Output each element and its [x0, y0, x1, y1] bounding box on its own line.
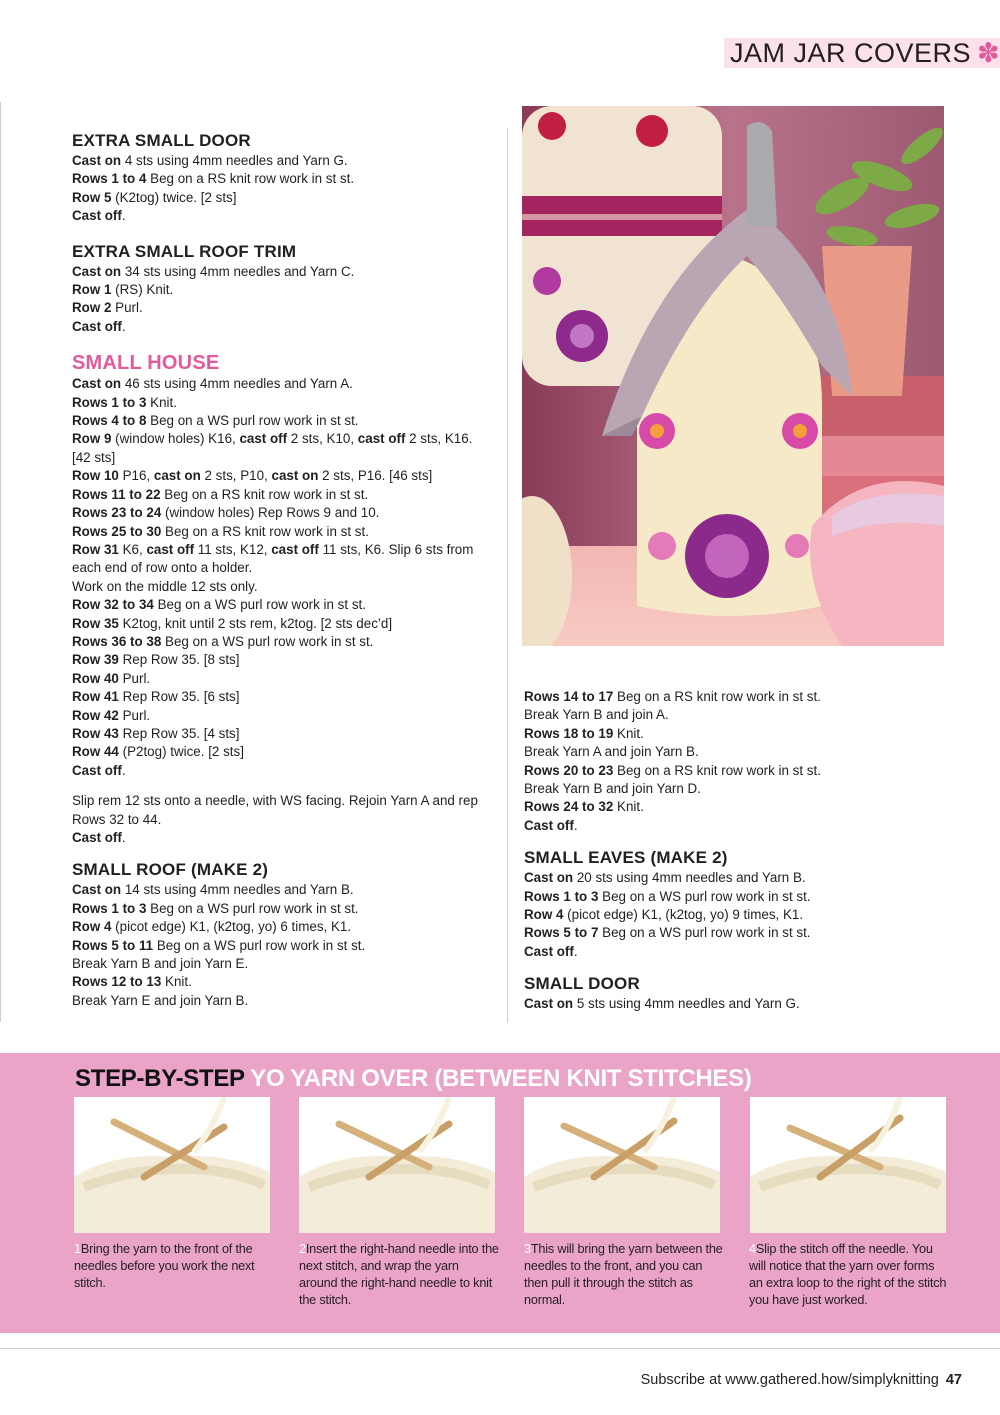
- pattern-term: Rows 14 to 17: [524, 689, 614, 704]
- step-text: Bring the yarn to the front of the needles before you work the next stitch.: [74, 1242, 255, 1290]
- pattern-line: [72, 743, 497, 761]
- pattern-term: Row 42: [72, 707, 119, 723]
- pattern-term: Cast off: [524, 943, 574, 959]
- pattern-term: Rows 36 to 38: [72, 633, 162, 649]
- pattern-line: [72, 263, 497, 281]
- pattern-line: [72, 688, 497, 706]
- pattern-line: [72, 449, 497, 467]
- pattern-lines: [72, 263, 497, 337]
- pattern-text: [42 sts]: [72, 449, 116, 465]
- left-column: [72, 130, 497, 1010]
- pattern-term: Rows 4 to 8: [72, 413, 147, 429]
- pattern-line: [72, 829, 497, 847]
- pattern-line: [72, 937, 497, 955]
- pattern-text: Beg on a WS purl row work in st st.: [153, 937, 366, 953]
- pattern-text: K2tog, knit until 2 sts rem, k2tog. [2 sts dec’d]: [118, 615, 393, 631]
- pattern-text: Break Yarn A and join Yarn B.: [524, 744, 699, 760]
- pattern-term: Rows 1 to 3: [72, 900, 147, 916]
- section-heading: SMALL ROOF (MAKE 2): [72, 860, 269, 880]
- pattern-line: [72, 394, 497, 412]
- pattern-line: [524, 688, 944, 706]
- pattern-term: Cast on: [72, 153, 122, 168]
- pattern-text: (K2tog) twice. [2 sts]: [111, 189, 237, 205]
- pattern-term: cast off: [271, 541, 319, 557]
- pattern-text: (P2tog) twice. [2 sts]: [118, 744, 244, 760]
- pattern-term: Cast off: [72, 762, 122, 778]
- pattern-line: [72, 541, 497, 559]
- pattern-term: Rows 5 to 7: [524, 925, 599, 941]
- pattern-lines: [72, 375, 497, 780]
- section-heading: EXTRA SMALL ROOF TRIM: [72, 241, 297, 261]
- pattern-text: K6,: [118, 541, 147, 557]
- pattern-term: Cast off: [72, 208, 122, 224]
- pattern-text: P16,: [118, 468, 154, 484]
- pattern-term: cast off: [357, 431, 406, 447]
- section-heading: SMALL DOOR: [524, 974, 640, 994]
- pattern-text: (window holes) K16,: [111, 431, 240, 447]
- pattern-term: Rows 5 to 11: [72, 937, 154, 953]
- pattern-lines: [524, 688, 944, 835]
- pattern-text: 11 sts, K6. Slip 6 sts from: [318, 541, 474, 557]
- pattern-term: Cast on: [72, 376, 122, 392]
- pattern-term: Row 44: [72, 744, 119, 760]
- jam-jar-house-photo: [522, 106, 944, 646]
- pattern-term: Cast on: [72, 263, 122, 279]
- flower-icon: ✽: [977, 38, 1000, 68]
- pattern-term: Row 31: [72, 541, 119, 557]
- pattern-line: [72, 559, 497, 577]
- pattern-line: [72, 992, 497, 1010]
- pattern-text: 2 sts, P16. [46 sts]: [318, 468, 433, 484]
- pattern-term: Row 10: [72, 468, 119, 484]
- pattern-line: [72, 955, 497, 973]
- pattern-text: Beg on a WS purl row work in st st.: [598, 888, 811, 904]
- pattern-line: [72, 651, 497, 669]
- pattern-line: [524, 780, 944, 798]
- sbs-title-dark: STEP-BY-STEP: [75, 1065, 245, 1092]
- pattern-line: [72, 615, 497, 633]
- step-number: 4: [749, 1242, 756, 1256]
- pattern-text: each end of row onto a holder.: [72, 560, 253, 576]
- pattern-text: Purl.: [118, 707, 151, 723]
- pattern-text: Break Yarn E and join Yarn B.: [72, 992, 249, 1008]
- pattern-line: [72, 725, 497, 743]
- pattern-line: [524, 995, 944, 1013]
- pattern-term: Row 41: [72, 689, 119, 705]
- pattern-text: Knit.: [161, 974, 192, 990]
- pattern-line: [72, 467, 497, 485]
- pattern-line: [72, 375, 497, 393]
- pattern-text: 34 sts using 4mm needles and Yarn C.: [121, 263, 355, 279]
- pattern-text: Beg on a WS purl row work in st st.: [161, 633, 374, 649]
- pattern-term: Row 4: [72, 919, 112, 935]
- pattern-line: [72, 207, 497, 225]
- pattern-term: Cast on: [524, 870, 574, 886]
- pattern-line: [72, 811, 497, 829]
- pattern-term: Rows 23 to 24: [72, 505, 162, 521]
- pattern-line: [72, 596, 497, 614]
- step-photo-3: [524, 1097, 720, 1233]
- step-text: This will bring the yarn between the needles to the front, and you can then pull it through the stitch as normal.: [524, 1242, 723, 1307]
- pattern-text: 46 sts using 4mm needles and Yarn A.: [121, 376, 353, 392]
- pattern-line: [72, 430, 497, 448]
- pattern-lines: [524, 995, 944, 1013]
- pattern-line: [524, 798, 944, 816]
- pattern-text: Break Yarn B and join Yarn D.: [524, 781, 701, 797]
- pattern-text: .: [121, 318, 126, 334]
- pattern-line: [72, 152, 497, 170]
- pattern-term: Rows 18 to 19: [524, 725, 614, 741]
- sbs-title-light: YO YARN OVER (BETWEEN KNIT STITCHES): [244, 1065, 752, 1092]
- pattern-text: Beg on a RS knit row work in st st.: [613, 689, 821, 704]
- pattern-text: 2 sts, K10,: [287, 431, 358, 447]
- pattern-text: Purl.: [118, 670, 151, 686]
- step-caption-1: [74, 1241, 274, 1292]
- pattern-lines: [72, 152, 497, 226]
- pattern-line: [72, 633, 497, 651]
- column-divider: [507, 128, 508, 1023]
- knitting-illustration: [74, 1097, 270, 1233]
- pattern-line: [72, 762, 497, 780]
- pattern-text: 20 sts using 4mm needles and Yarn B.: [573, 870, 806, 886]
- pattern-text: Break Yarn B and join Yarn E.: [72, 956, 249, 972]
- pattern-lines: [524, 869, 944, 961]
- pattern-line: [72, 318, 497, 336]
- pattern-text: Work on the middle 12 sts only.: [72, 578, 258, 594]
- pattern-text: Rows 32 to 44.: [72, 811, 162, 827]
- pattern-term: Cast off: [72, 830, 122, 845]
- pattern-text: Beg on a WS purl row work in st st.: [153, 597, 366, 613]
- pattern-line: [72, 281, 497, 299]
- pattern-term: Row 43: [72, 725, 119, 741]
- pattern-term: Cast off: [524, 817, 574, 833]
- pattern-term: Rows 12 to 13: [72, 974, 162, 990]
- pattern-line: [72, 189, 497, 207]
- pattern-text: 11 sts, K12,: [194, 541, 272, 557]
- pattern-text: .: [121, 208, 126, 224]
- pattern-line: [524, 943, 944, 961]
- pattern-text: (RS) Knit.: [111, 282, 174, 298]
- pattern-text: Beg on a RS knit row work in st st.: [613, 762, 821, 778]
- pattern-term: Row 35: [72, 615, 119, 631]
- pattern-text: Knit.: [613, 725, 644, 741]
- step-caption-4: [749, 1241, 949, 1309]
- pattern-text: .: [573, 817, 578, 833]
- pattern-text: Rep Row 35. [4 sts]: [118, 725, 240, 741]
- pattern-text: Purl.: [111, 300, 143, 316]
- step-by-step-title: [75, 1065, 752, 1093]
- pattern-text: .: [573, 943, 578, 959]
- pattern-text: Knit.: [613, 799, 644, 815]
- right-column: [524, 688, 944, 1014]
- pattern-line: [524, 817, 944, 835]
- pattern-term: Row 1: [72, 282, 112, 298]
- pattern-term: Row 9: [72, 431, 112, 447]
- pattern-line: [72, 670, 497, 688]
- pattern-line: [72, 881, 497, 899]
- pattern-text: 4 sts using 4mm needles and Yarn G.: [121, 153, 348, 168]
- pattern-text: Beg on a RS knit row work in st st.: [146, 171, 355, 187]
- pattern-term: Rows 25 to 30: [72, 523, 162, 539]
- pattern-term: Rows 20 to 23: [524, 762, 614, 778]
- pattern-line: [524, 725, 944, 743]
- pattern-line: [72, 504, 497, 522]
- pattern-term: Rows 1 to 3: [524, 888, 599, 904]
- pattern-line: [524, 706, 944, 724]
- pattern-term: Rows 11 to 22: [72, 486, 161, 502]
- page-number: 47: [945, 1372, 962, 1388]
- pattern-text: 14 sts using 4mm needles and Yarn B.: [121, 882, 354, 898]
- pattern-line: [72, 299, 497, 317]
- knitting-illustration: [524, 1097, 720, 1233]
- pattern-term: Cast on: [72, 882, 122, 898]
- pattern-line: [524, 888, 944, 906]
- pattern-line: [72, 170, 497, 188]
- pattern-text: (window holes) Rep Rows 9 and 10.: [161, 505, 380, 521]
- step-photo-2: [299, 1097, 495, 1233]
- pattern-line: [72, 578, 497, 596]
- step-photo-1: [74, 1097, 270, 1233]
- pattern-term: Row 5: [72, 189, 112, 205]
- pattern-text: .: [121, 830, 126, 845]
- step-photo-4: [750, 1097, 946, 1233]
- step-text: Slip the stitch off the needle. You will notice that the yarn over forms an extra loop to the right of the stitch you have just worked.: [749, 1242, 947, 1307]
- pattern-text: Knit.: [146, 394, 177, 410]
- pattern-term: Cast on: [524, 996, 574, 1012]
- header-title-text: JAM JAR COVERS: [730, 38, 972, 68]
- pattern-text: Beg on a WS purl row work in st st.: [146, 900, 359, 916]
- pattern-line: [72, 523, 497, 541]
- section-heading-small-house: SMALL HOUSE: [72, 352, 220, 375]
- pattern-text: Break Yarn B and join A.: [524, 707, 669, 723]
- pattern-line: [524, 906, 944, 924]
- pattern-line: [72, 918, 497, 936]
- pattern-text: Beg on a RS knit row work in st st.: [160, 486, 369, 502]
- footer-rule: [0, 1348, 1000, 1349]
- pattern-text: Slip rem 12 sts onto a needle, with WS facing. Rejoin Yarn A and rep: [72, 793, 478, 809]
- pattern-term: cast on: [271, 468, 319, 484]
- step-caption-3: [524, 1241, 724, 1309]
- pattern-line: [72, 792, 497, 810]
- pattern-line: [72, 900, 497, 918]
- page-footer: [641, 1372, 962, 1388]
- pattern-line: [72, 412, 497, 430]
- pattern-term: Row 32 to 34: [72, 597, 154, 613]
- pattern-text: Rep Row 35. [8 sts]: [118, 652, 240, 668]
- section-heading: SMALL EAVES (MAKE 2): [524, 848, 728, 868]
- step-number: 3: [524, 1242, 531, 1256]
- page-header-title: [730, 38, 1000, 68]
- pattern-text: Beg on a RS knit row work in st st.: [161, 523, 369, 539]
- pattern-text: Beg on a WS purl row work in st st.: [598, 925, 811, 941]
- pattern-line: [72, 973, 497, 991]
- pattern-text: (picot edge) K1, (k2tog, yo) 9 times, K1.: [563, 907, 804, 923]
- section-heading: EXTRA SMALL DOOR: [72, 131, 251, 150]
- left-margin-rule: [0, 102, 1, 1022]
- pattern-term: Row 4: [524, 907, 564, 923]
- pattern-text: Rep Row 35. [6 sts]: [118, 689, 240, 705]
- pattern-line: [524, 869, 944, 887]
- pattern-term: Rows 1 to 4: [72, 171, 147, 187]
- pattern-line: [524, 743, 944, 761]
- pattern-text: 5 sts using 4mm needles and Yarn G.: [573, 996, 800, 1012]
- pattern-line: [72, 486, 497, 504]
- pattern-text: (picot edge) K1, (k2tog, yo) 6 times, K1.: [111, 919, 352, 935]
- pattern-line: [72, 707, 497, 725]
- step-caption-2: [299, 1241, 499, 1309]
- knitting-illustration: [299, 1097, 495, 1233]
- pattern-line: [524, 762, 944, 780]
- pattern-term: Row 2: [72, 300, 112, 316]
- pattern-term: cast on: [153, 468, 201, 484]
- step-number: 2: [299, 1242, 306, 1256]
- step-number: 1: [74, 1242, 81, 1256]
- pattern-term: Rows 24 to 32: [524, 799, 614, 815]
- step-text: Insert the right-hand needle into the next stitch, and wrap the yarn around the right-hand needle to knit the stitch.: [299, 1242, 499, 1307]
- pattern-text: 2 sts, K16.: [405, 431, 473, 447]
- pattern-text: Beg on a WS purl row work in st st.: [146, 413, 359, 429]
- pattern-term: Row 39: [72, 652, 119, 668]
- pattern-lines: [72, 881, 497, 1010]
- pattern-term: Rows 1 to 3: [72, 394, 147, 410]
- pattern-term: Row 40: [72, 670, 119, 686]
- pattern-paragraph: [72, 792, 497, 847]
- knitting-illustration: [750, 1097, 946, 1233]
- pattern-term: cast off: [239, 431, 288, 447]
- pattern-text: 2 sts, P10,: [200, 468, 272, 484]
- pattern-text: .: [121, 762, 126, 778]
- pattern-term: Cast off: [72, 318, 122, 334]
- pattern-term: cast off: [146, 541, 195, 557]
- pattern-line: [524, 924, 944, 942]
- footer-subscribe-text: Subscribe at www.gathered.how/simplyknitting: [640, 1372, 939, 1388]
